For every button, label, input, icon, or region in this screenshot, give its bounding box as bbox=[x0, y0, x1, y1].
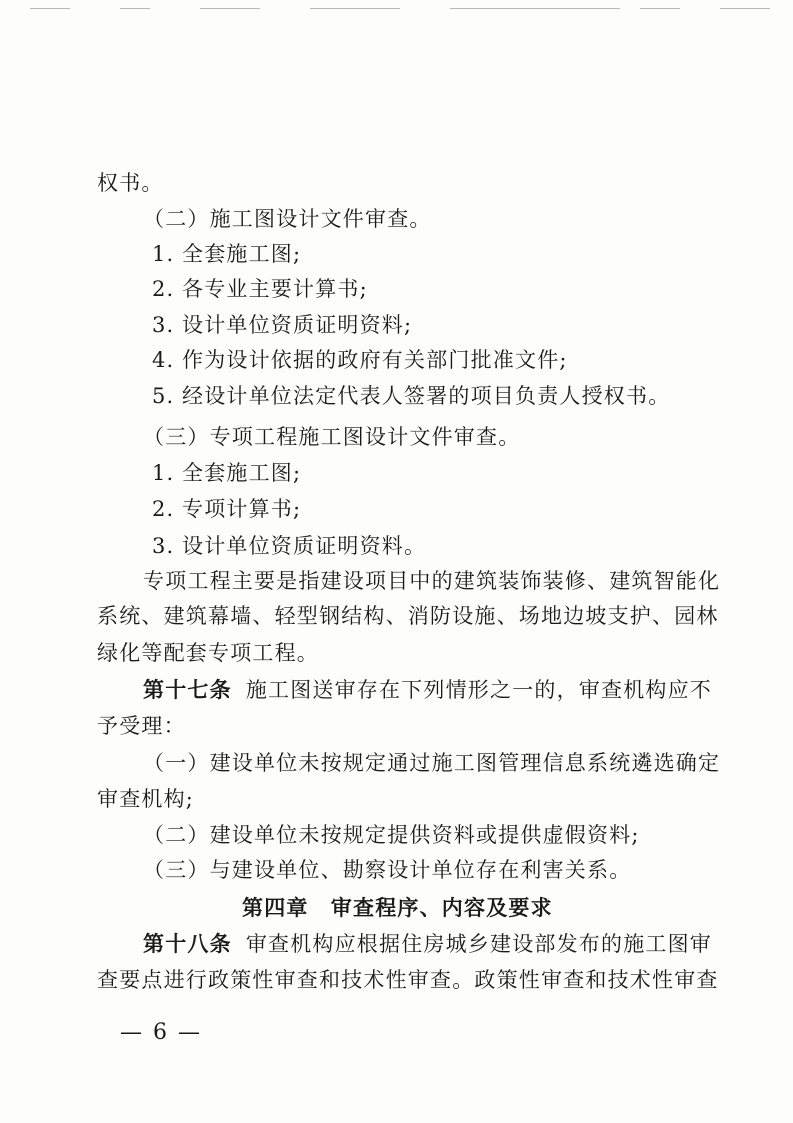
list-text: 设计单位资质证明资料; bbox=[182, 313, 413, 337]
list-number: 2. bbox=[152, 277, 175, 301]
paragraph-line: 予受理： bbox=[97, 714, 186, 738]
list-text: 专项计算书; bbox=[182, 497, 302, 521]
paragraph-line: （一）建设单位未按规定通过施工图管理信息系统遴选确定 bbox=[143, 751, 721, 775]
list-number: 2. bbox=[152, 497, 175, 521]
list-number: 5. bbox=[152, 384, 175, 408]
paragraph-line: 查要点进行政策性审查和技术性审查。政策性审查和技术性审查 bbox=[97, 968, 719, 992]
list-item bbox=[152, 276, 368, 302]
list-text: 全套施工图; bbox=[182, 242, 302, 266]
paragraph-line: 专项工程主要是指建设项目中的建筑装饰装修、建筑智能化 bbox=[143, 569, 721, 593]
list-item bbox=[152, 460, 301, 486]
list-item bbox=[152, 312, 412, 338]
list-text: 全套施工图; bbox=[182, 461, 302, 485]
list-item bbox=[152, 533, 426, 559]
text-line: 权书。 bbox=[97, 171, 164, 195]
list-text: 各专业主要计算书; bbox=[182, 277, 368, 301]
section-heading: （二）施工图设计文件审查。 bbox=[143, 207, 432, 231]
list-number: 1. bbox=[152, 461, 175, 485]
list-item bbox=[152, 496, 301, 522]
list-text: 设计单位资质证明资料。 bbox=[182, 534, 427, 558]
list-number: 4. bbox=[152, 348, 175, 372]
list-text: 经设计单位法定代表人签署的项目负责人授权书。 bbox=[182, 384, 671, 408]
paragraph-line: （三）与建设单位、勘察设计单位存在利害关系。 bbox=[143, 858, 632, 882]
list-number: 3. bbox=[152, 534, 175, 558]
article-text: 施工图送审存在下列情形之一的，审查机构应不 bbox=[245, 678, 713, 702]
paragraph-line: 审查机构; bbox=[97, 787, 195, 811]
article-number: 第十七条 bbox=[143, 677, 232, 702]
paragraph-line: （二）建设单位未按规定提供资料或提供虚假资料; bbox=[143, 823, 640, 847]
paragraph-line: 绿化等配套专项工程。 bbox=[97, 641, 319, 665]
list-item bbox=[152, 383, 670, 409]
section-heading: （三）专项工程施工图设计文件审查。 bbox=[143, 425, 521, 449]
article-number: 第十八条 bbox=[143, 931, 232, 956]
article-text: 审查机构应根据住房城乡建设部发布的施工图审 bbox=[245, 932, 713, 956]
article-paragraph bbox=[143, 931, 712, 957]
page-number: — 6 — bbox=[120, 1020, 202, 1045]
list-number: 3. bbox=[152, 313, 175, 337]
list-number: 1. bbox=[152, 242, 175, 266]
chapter-heading: 第四章 审查程序、内容及要求 bbox=[242, 896, 553, 920]
article-paragraph bbox=[143, 677, 712, 703]
list-item bbox=[152, 241, 301, 267]
paragraph-line: 系统、建筑幕墙、轻型钢结构、消防设施、场地边坡支护、园林 bbox=[97, 604, 719, 628]
list-text: 作为设计依据的政府有关部门批准文件; bbox=[182, 348, 568, 372]
list-item bbox=[152, 347, 568, 373]
